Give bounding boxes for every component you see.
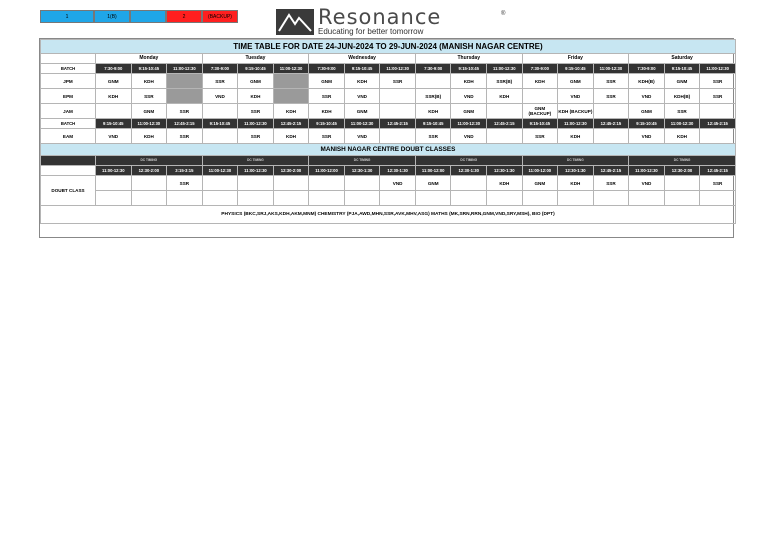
dc-timing-label: DC TIMING [96,156,203,166]
batch-name: EPM [41,89,96,104]
faculty-cell: KDH [131,74,167,89]
time-slot: 12:45-2:15 [593,119,629,129]
registered-mark: ® [501,11,506,17]
doubt-cell-empty [131,191,167,206]
dc-timing-label: DC TIMING [202,156,309,166]
time-slot: 7:30-9:00 [96,64,132,74]
doubt-time-slot: 12:30-1:30 [344,166,380,176]
doubt-cell: GNM [415,176,451,191]
doubt-cell-empty [238,191,274,206]
doubt-cell: SSR [593,176,629,191]
faculty-cell: KDH (BACKUP) [558,104,594,119]
faculty-cell: KDH [451,74,487,89]
batch-name: EAM [41,129,96,144]
time-slot-row [41,64,736,74]
time-slot: 12:45-2:15 [700,119,736,129]
faculty-cell: KDH [344,74,380,89]
faculty-cell: KDH [487,89,523,104]
time-slot: 9:15-10:45 [451,64,487,74]
faculty-cell: SSR [593,89,629,104]
logo-tagline: Educating for better tomorrow [318,27,424,36]
batch-name: JPM [41,74,96,89]
faculty-cell: KDH [415,104,451,119]
doubt-class-label: DOUBT CLASS [41,176,96,206]
batch-row [41,104,736,119]
doubt-cell-empty [451,191,487,206]
doubt-cell-empty [664,191,700,206]
batch-row [41,129,736,144]
faculty-cell: SSR [309,89,345,104]
faculty-cell: GNM [96,74,132,89]
faculty-cell: KDH(B) [664,89,700,104]
doubt-cell [96,176,132,191]
faculty-cell: GNM [344,104,380,119]
time-slot: 11:00-12:30 [238,119,274,129]
faculty-key: PHYSICS (BKC,SRJ,AKS,KDH,AKM,MNM) CHEMISTRY (PJA,AWD,MHN,SSR,AVK,MHV,ASG) MATHS (MK,SRN,RRN,GNM,VND,SRY,MSH), BIO (DPT) [41,206,736,224]
time-slot: 7:30-9:00 [309,64,345,74]
legend-1: 1 [40,10,94,23]
time-slot: 11:00-12:30 [664,119,700,129]
faculty-cell: GNM [131,104,167,119]
time-slot: 9:15-10:45 [344,64,380,74]
faculty-cell [96,104,132,119]
time-slot: 11:00-12:30 [380,64,416,74]
faculty-cell [273,89,309,104]
faculty-cell: GNM [451,104,487,119]
time-slot: 7:30-9:00 [415,64,451,74]
doubt-time-slot: 11:00-12:30 [629,166,665,176]
time-slot: 11:00-12:30 [487,64,523,74]
doubt-cell [238,176,274,191]
doubt-cell [309,176,345,191]
time-slot: 7:30-9:00 [629,64,665,74]
doubt-cell: SSR [700,176,736,191]
dc-timing-label: DC TIMING [522,156,629,166]
doubt-cell-empty [380,191,416,206]
timetable [39,38,734,238]
legend-1b: 1(B) [94,10,130,23]
time-slot: 11:00-12:30 [344,119,380,129]
time-slot: 11:00-12:30 [593,64,629,74]
faculty-cell: KDH [558,129,594,144]
doubt-time-slot: 12:30-1:30 [487,166,523,176]
faculty-cell [167,74,203,89]
faculty-cell: VND [558,89,594,104]
doubt-time-slot: 12:30-2:00 [273,166,309,176]
doubt-cell: SSR [167,176,203,191]
faculty-cell [700,129,736,144]
time-slot: 11:00-12:30 [131,119,167,129]
faculty-cell [380,104,416,119]
time-slot: 11:00-12:30 [273,64,309,74]
doubt-time-slot: 12:45-2:15 [593,166,629,176]
faculty-cell: VND [344,129,380,144]
doubt-cell-empty [629,191,665,206]
time-slot: 11:00-12:30 [700,64,736,74]
faculty-cell [487,129,523,144]
faculty-cell: SSR [167,104,203,119]
faculty-cell: SSR [309,129,345,144]
faculty-cell: SSR [700,89,736,104]
faculty-cell: SSR [664,104,700,119]
legend-blank [130,10,166,23]
timetable-grid [40,39,736,224]
color-legend [40,10,238,23]
doubt-time-corner [41,166,96,176]
doubt-time-slot: 11:00-12:00 [522,166,558,176]
corner-cell [41,54,96,64]
faculty-cell: KDH [273,129,309,144]
faculty-cell: VND [451,129,487,144]
doubt-cell: KDH [558,176,594,191]
legend-2: 2 [166,10,202,23]
doubt-cell [451,176,487,191]
legend-backup: (BACKUP) [202,10,238,23]
faculty-cell: VND [96,129,132,144]
faculty-cell: SSR [131,89,167,104]
time-slot: 9:15-10:45 [309,119,345,129]
doubt-cell-empty [522,191,558,206]
faculty-cell [202,104,238,119]
doubt-cell-empty [167,191,203,206]
doubt-time-slot: 11:00-12:00 [309,166,345,176]
doubt-title: MANISH NAGAR CENTRE DOUBT CLASSES [41,144,736,156]
time-slot: 9:15-10:45 [238,64,274,74]
faculty-cell: KDH [309,104,345,119]
faculty-cell: SSR [167,129,203,144]
time-slot: 9:15-10:45 [522,119,558,129]
faculty-cell [593,129,629,144]
time-slot: 11:00-12:30 [558,119,594,129]
doubt-cell-empty [487,191,523,206]
time-slot: 9:15-10:45 [96,119,132,129]
logo-mark-icon [276,9,314,35]
faculty-cell: SSR [380,74,416,89]
day-header: Saturday [629,54,736,64]
faculty-cell: SSR [202,74,238,89]
faculty-cell: SSR [238,129,274,144]
time-slot: 12:45-2:15 [167,119,203,129]
doubt-time-slot: 11:00-12:30 [238,166,274,176]
resonance-logo [276,5,512,36]
doubt-cell: VND [380,176,416,191]
faculty-cell: GNM [629,104,665,119]
doubt-cell-empty [273,191,309,206]
doubt-cell-empty [96,191,132,206]
doubt-cell-empty [309,191,345,206]
title-row [41,40,736,54]
faculty-cell: VND [629,129,665,144]
doubt-cell: GNM [522,176,558,191]
faculty-cell: GNM [664,74,700,89]
time-slot: 12:45-2:15 [487,119,523,129]
faculty-cell: KDH(B) [629,74,665,89]
day-header-row [41,54,736,64]
faculty-cell: VND [344,89,380,104]
faculty-cell [487,104,523,119]
faculty-cell [700,104,736,119]
doubt-time-slot: 12:45-2:15 [700,166,736,176]
doubt-cell-empty [558,191,594,206]
doubt-cell [344,176,380,191]
faculty-cell: SSR [415,129,451,144]
doubt-time-slot: 12:30-1:30 [451,166,487,176]
doubt-cell [273,176,309,191]
doubt-cell [664,176,700,191]
timetable-title: TIME TABLE FOR DATE 24-JUN-2024 TO 29-JUN-2024 (MANISH NAGAR CENTRE) [41,40,736,54]
faculty-cell: VND [202,89,238,104]
doubt-cell-empty [700,191,736,206]
batch-row [41,89,736,104]
doubt-cell-empty [202,191,238,206]
time-slot: 12:45-2:15 [380,119,416,129]
faculty-cell: SSR [522,129,558,144]
faculty-cell: KDH [131,129,167,144]
dc-timing-row [41,156,736,166]
faculty-cell: GNM [558,74,594,89]
doubt-time-slot: 11:00-12:30 [202,166,238,176]
faculty-cell: VND [629,89,665,104]
doubt-time-row [41,166,736,176]
doubt-time-slot: 12:30-2:00 [131,166,167,176]
dc-timing-label: DC TIMING [309,156,416,166]
doubt-cell [131,176,167,191]
day-header: Wednesday [309,54,416,64]
faculty-cell [593,104,629,119]
doubt-cell [202,176,238,191]
time-slot-row-2 [41,119,736,129]
time-slot: 9:15-10:45 [629,119,665,129]
doubt-cell-empty [344,191,380,206]
day-header: Monday [96,54,203,64]
faculty-cell: SSR [700,74,736,89]
doubt-title-row [41,144,736,156]
batch-row [41,74,736,89]
batch-name: JAM [41,104,96,119]
doubt-time-slot: 12:30-1:30 [558,166,594,176]
time-slot: 11:00-12:30 [451,119,487,129]
time-slot: 9:15-10:45 [664,64,700,74]
faculty-cell: SSR(B) [415,89,451,104]
faculty-cell [380,89,416,104]
doubt-row-empty [41,191,736,206]
faculty-cell: GNM [238,74,274,89]
doubt-row [41,176,736,191]
faculty-cell: SSR [593,74,629,89]
faculty-cell: SSR(B) [487,74,523,89]
time-slot: 9:15-10:45 [558,64,594,74]
faculty-cell: GNM [309,74,345,89]
faculty-cell [202,129,238,144]
faculty-cell: KDH [96,89,132,104]
doubt-time-slot: 11:00-12:00 [415,166,451,176]
day-header: Thursday [415,54,522,64]
batch-label: BATCH [41,64,96,74]
faculty-cell: KDH [522,74,558,89]
faculty-cell: KDH [238,89,274,104]
time-slot: 7:30-9:00 [202,64,238,74]
dc-timing-label: DC TIMING [629,156,736,166]
faculty-cell: VND [451,89,487,104]
faculty-cell [522,89,558,104]
faculty-cell [415,74,451,89]
doubt-time-slot: 11:00-12:30 [96,166,132,176]
faculty-cell [273,74,309,89]
dc-timing-label: DC TIMING [415,156,522,166]
faculty-cell [380,129,416,144]
faculty-cell: GNM (BACKUP) [522,104,558,119]
day-header: Tuesday [202,54,309,64]
time-slot: 9:15-10:45 [415,119,451,129]
doubt-cell: KDH [487,176,523,191]
faculty-cell: SSR [238,104,274,119]
logo-name: Resonance [318,5,442,29]
time-slot: 9:15-10:45 [202,119,238,129]
doubt-cell-empty [593,191,629,206]
faculty-cell: KDH [664,129,700,144]
time-slot: 9:15-10:45 [131,64,167,74]
time-slot: 11:00-12:30 [167,64,203,74]
doubt-time-slot: 12:30-2:00 [664,166,700,176]
dc-corner [41,156,96,166]
doubt-cell-empty [415,191,451,206]
time-slot: 12:45-2:15 [273,119,309,129]
faculty-footer-row [41,206,736,224]
doubt-time-slot: 3:15-3:15 [167,166,203,176]
batch-label: BATCH [41,119,96,129]
day-header: Friday [522,54,629,64]
doubt-time-slot: 12:30-1:30 [380,166,416,176]
doubt-cell: VND [629,176,665,191]
faculty-cell: KDH [273,104,309,119]
faculty-cell [167,89,203,104]
time-slot: 7:30-9:00 [522,64,558,74]
